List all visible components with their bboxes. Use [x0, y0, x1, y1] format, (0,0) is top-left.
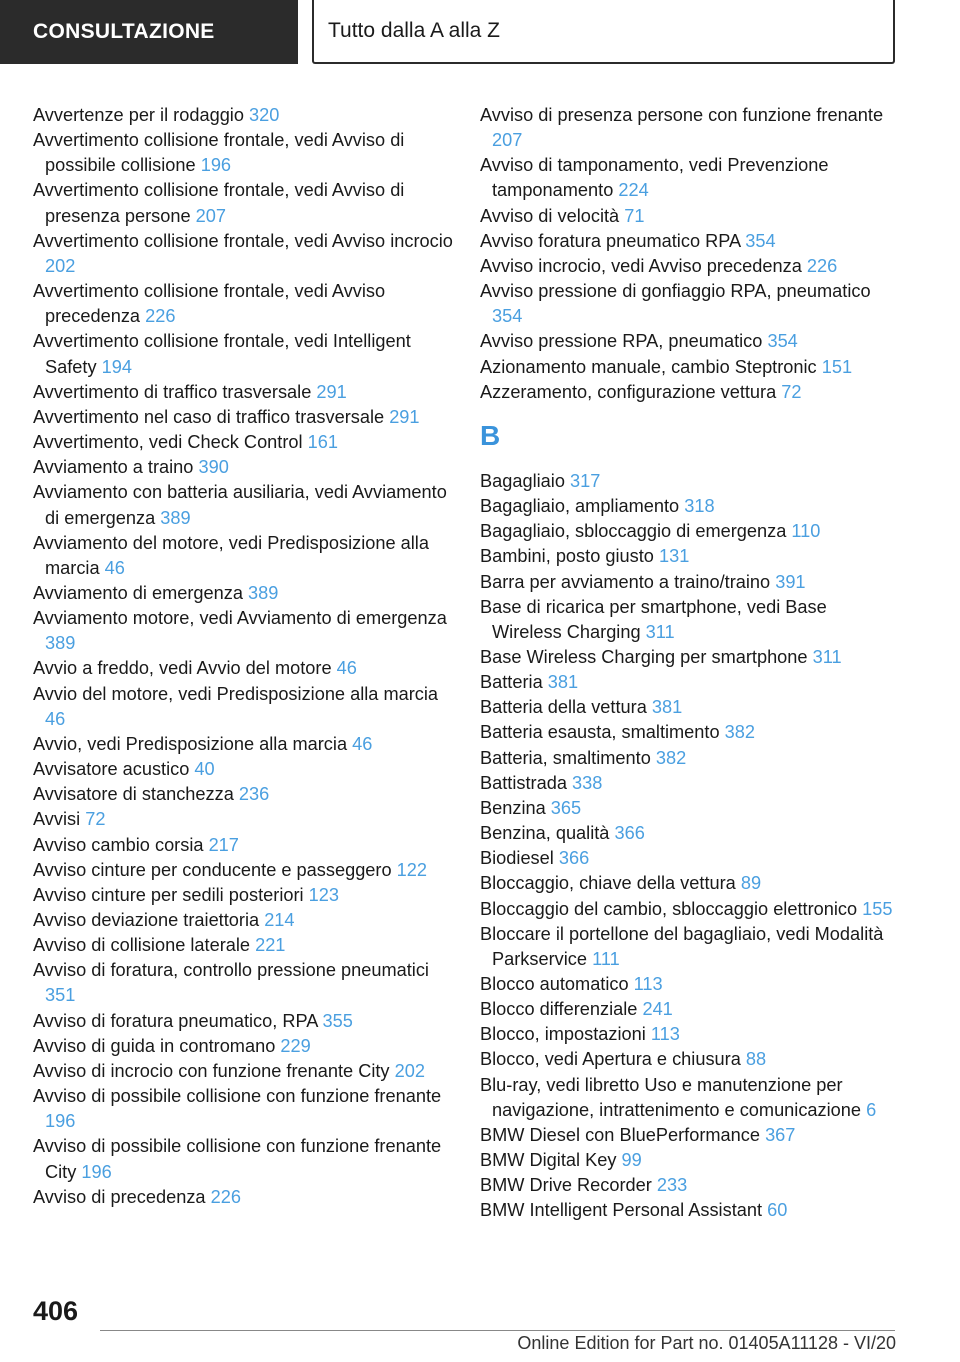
- entry-text: BMW Drive Recorder: [480, 1175, 652, 1196]
- index-entry: [33, 958, 453, 1008]
- page-link[interactable]: 46: [104, 557, 125, 578]
- index-entry: [33, 229, 453, 279]
- entry-text: Base di ricarica per smartphone, vedi Base Wireless Charging: [480, 596, 827, 642]
- page-link[interactable]: 110: [791, 521, 821, 542]
- index-entry: [33, 430, 453, 455]
- index-entry: [33, 757, 453, 782]
- index-entry: [480, 254, 900, 279]
- index-entry: [480, 746, 900, 771]
- page-link[interactable]: 71: [624, 205, 645, 226]
- index-entry: [480, 153, 900, 203]
- index-column-right: [480, 103, 900, 1224]
- index-entry: [480, 355, 900, 380]
- page-link[interactable]: 381: [651, 697, 683, 718]
- entry-text: BMW Digital Key: [480, 1150, 617, 1171]
- index-entry: [480, 1073, 900, 1123]
- entry-text: Avviso cambio corsia: [33, 834, 204, 855]
- index-entry: [480, 821, 900, 846]
- page-link[interactable]: 389: [160, 507, 191, 528]
- entry-text: Avvertimento collisione frontale, vedi Avviso precedenza: [33, 281, 386, 327]
- entry-text: Batteria esausta, smaltimento: [480, 722, 720, 743]
- page-link[interactable]: 207: [195, 205, 227, 226]
- entry-text: Avvertimento collisione frontale, vedi Avviso di presenza persone: [33, 180, 405, 226]
- entry-text: Avviso di incrocio con funzione frenante City: [33, 1060, 390, 1081]
- entry-text: Bambini, posto giusto: [480, 546, 654, 567]
- page-link[interactable]: 291: [389, 406, 420, 427]
- index-entry: [33, 581, 453, 606]
- entry-text: Avviamento del motore, vedi Predisposizione alla marcia: [33, 532, 429, 578]
- entry-text: Batteria: [480, 672, 543, 693]
- footer-divider: [100, 1330, 895, 1331]
- section-tab: CONSULTAZIONE: [0, 0, 298, 64]
- page-link[interactable]: 113: [633, 974, 663, 994]
- page-link[interactable]: 390: [198, 457, 229, 478]
- index-entry: [33, 682, 453, 732]
- page-link[interactable]: 226: [806, 255, 838, 276]
- entry-text: Avvisatore acustico: [33, 759, 190, 780]
- page-link[interactable]: 113: [650, 1024, 680, 1045]
- page-link[interactable]: 89: [740, 873, 762, 894]
- entry-text: Battistrada: [480, 772, 567, 793]
- page-link[interactable]: 161: [307, 432, 338, 453]
- index-entry: [480, 670, 900, 695]
- entry-text: Benzina: [480, 797, 546, 818]
- page-link[interactable]: 217: [208, 834, 239, 855]
- entry-text: Avvertenze per il rodaggio: [33, 105, 244, 125]
- entry-text: Blocco, vedi Apertura e chiusura: [480, 1049, 741, 1070]
- entry-text: Avvisatore di stanchezza: [33, 784, 234, 805]
- page-header: [0, 0, 960, 66]
- page-link[interactable]: 389: [45, 633, 76, 654]
- page-link[interactable]: 202: [45, 255, 76, 276]
- section-letter-b: B: [480, 419, 501, 451]
- page-link[interactable]: 318: [684, 496, 715, 517]
- index-entry: [480, 771, 900, 796]
- index-entry: [480, 645, 900, 670]
- page-link[interactable]: 317: [570, 470, 601, 491]
- page-link[interactable]: 123: [308, 884, 339, 905]
- entry-text: Avvertimento collisione frontale, vedi Intelligent Safety: [33, 331, 411, 377]
- page-link[interactable]: 226: [145, 306, 176, 327]
- page-link[interactable]: 291: [316, 381, 347, 402]
- page-link[interactable]: 60: [767, 1200, 788, 1221]
- page-link[interactable]: 320: [249, 105, 280, 125]
- index-entry: [480, 570, 900, 595]
- entry-text: Azzeramento, configurazione vettura: [480, 381, 777, 402]
- entry-text: Avviso pressione RPA, pneumatico: [480, 331, 763, 352]
- entry-text: Avviamento con batteria ausiliaria, vedi Avviamento di emergenza: [33, 482, 447, 528]
- entry-text: Avvio del motore, vedi Predisposizione alla marcia: [33, 683, 439, 704]
- page-link[interactable]: 355: [322, 1010, 353, 1031]
- index-entry: [480, 279, 900, 329]
- entry-text: Avviso di precedenza: [33, 1186, 206, 1207]
- index-entry: [33, 329, 453, 379]
- index-entry: [480, 519, 900, 544]
- entry-text: Blocco, impostazioni: [480, 1024, 646, 1045]
- entry-text: Bloccaggio, chiave della vettura: [480, 873, 736, 894]
- page-link[interactable]: 88: [745, 1049, 767, 1070]
- index-list-right-a: [480, 103, 900, 405]
- page-link[interactable]: 196: [45, 1111, 76, 1132]
- index-entry: [480, 544, 900, 569]
- page-link[interactable]: 226: [210, 1186, 241, 1207]
- page-link[interactable]: 122: [396, 859, 428, 880]
- index-entry: [480, 380, 900, 405]
- entry-text: Blocco differenziale: [480, 999, 638, 1020]
- entry-text: Avvertimento collisione frontale, vedi Avviso incrocio: [33, 230, 453, 251]
- page-link[interactable]: 72: [781, 381, 802, 402]
- entry-text: Avviso di foratura, controllo pressione pneumatici: [33, 960, 429, 981]
- entry-text: Avviso cinture per conducente e passeggero: [33, 859, 392, 880]
- entry-text: Avviso deviazione traiettoria: [33, 910, 260, 930]
- index-entry: [480, 103, 900, 153]
- index-entry: [33, 807, 453, 832]
- entry-text: Benzina, qualità: [480, 823, 610, 844]
- index-list-left: [33, 103, 453, 1210]
- index-entry: [33, 908, 453, 933]
- entry-text: Biodiesel: [480, 848, 554, 869]
- entry-text: Bagagliaio: [480, 470, 565, 491]
- page-number: 406: [33, 1296, 79, 1326]
- index-entry: [33, 1009, 453, 1034]
- index-entry: [480, 1173, 900, 1198]
- page-link[interactable]: 382: [724, 722, 756, 743]
- index-entry: [33, 128, 453, 178]
- index-entry: [33, 883, 453, 908]
- page-link[interactable]: 354: [492, 306, 523, 327]
- entry-text: Avviso incrocio, vedi Avviso precedenza: [480, 255, 802, 276]
- entry-text: Avvertimento nel caso di traffico trasversale: [33, 406, 385, 427]
- footer-edition: Online Edition for Part no. 01405A11128 - VI/20: [517, 1333, 896, 1353]
- page-link[interactable]: 224: [618, 180, 649, 201]
- entry-text: Avviamento a traino: [33, 457, 194, 478]
- index-entry: [480, 229, 900, 254]
- entry-text: Avviso di guida in contromano: [33, 1035, 276, 1056]
- index-entry: [33, 833, 453, 858]
- index-entry: [480, 494, 900, 519]
- page-link[interactable]: 381: [547, 672, 579, 693]
- index-entry: [33, 1034, 453, 1059]
- index-entry: [33, 1059, 453, 1084]
- index-entry: [33, 933, 453, 958]
- index-list-right-b: [480, 469, 900, 1224]
- index-entry: [480, 1198, 900, 1223]
- entry-text: Avvisi: [33, 809, 81, 830]
- page-link[interactable]: 196: [81, 1161, 112, 1182]
- index-entry: [33, 380, 453, 405]
- entry-text: BMW Diesel con BluePerformance: [480, 1124, 760, 1145]
- page-link[interactable]: 233: [656, 1175, 688, 1196]
- page-link[interactable]: 241: [642, 999, 673, 1020]
- index-entry: [33, 1084, 453, 1134]
- index-entry: [33, 858, 453, 883]
- entry-text: Avviso di collisione laterale: [33, 935, 251, 956]
- page-link[interactable]: 366: [558, 848, 590, 869]
- page-link[interactable]: 6: [866, 1099, 877, 1120]
- index-entry: [33, 279, 453, 329]
- page-link[interactable]: 99: [621, 1150, 642, 1171]
- page-link[interactable]: 40: [194, 759, 215, 780]
- entry-text: Azionamento manuale, cambio Steptronic: [480, 356, 817, 377]
- index-entry: [480, 997, 900, 1022]
- entry-text: Avvio, vedi Predisposizione alla marcia: [33, 733, 348, 754]
- index-entry: [480, 871, 900, 896]
- index-entry: [33, 531, 453, 581]
- entry-text: Bloccare il portellone del bagagliaio, vedi Modalità Parkservice: [480, 923, 884, 969]
- entry-text: Avviso di tamponamento, vedi Prevenzione tamponamento: [480, 155, 829, 201]
- index-entry: [480, 1047, 900, 1072]
- page-link[interactable]: 72: [85, 809, 106, 830]
- page-link[interactable]: 389: [248, 582, 279, 603]
- entry-text: Avvertimento di traffico trasversale: [33, 381, 312, 402]
- page-link[interactable]: 111: [592, 948, 620, 969]
- entry-text: Blocco automatico: [480, 974, 629, 994]
- page-link[interactable]: 354: [767, 331, 798, 352]
- page-link[interactable]: 131: [658, 546, 690, 567]
- index-entry: [33, 606, 453, 656]
- page-link[interactable]: 366: [614, 823, 645, 844]
- page-link[interactable]: 367: [765, 1124, 796, 1145]
- index-entry: [33, 480, 453, 530]
- page-link[interactable]: 202: [394, 1060, 425, 1081]
- index-entry: [480, 695, 900, 720]
- page-link[interactable]: 391: [775, 571, 806, 592]
- entry-text: Avvertimento, vedi Check Control: [33, 432, 303, 453]
- entry-text: Avvertimento collisione frontale, vedi Avviso di possibile collisione: [33, 130, 405, 176]
- index-entry: [33, 656, 453, 681]
- entry-text: Batteria della vettura: [480, 697, 647, 718]
- index-entry: [480, 469, 900, 494]
- page-link[interactable]: 194: [101, 356, 132, 377]
- page-link[interactable]: 207: [492, 130, 523, 151]
- index-entry: [33, 405, 453, 430]
- index-entry: [480, 796, 900, 821]
- index-entry: [480, 329, 900, 354]
- index-entry: [480, 720, 900, 745]
- index-entry: [480, 595, 900, 645]
- index-column-left: [33, 103, 453, 1210]
- page-link[interactable]: 46: [336, 658, 357, 679]
- index-entry: [480, 846, 900, 871]
- entry-text: Avviso foratura pneumatico RPA: [480, 230, 741, 251]
- page-link[interactable]: 311: [812, 646, 842, 667]
- page-link[interactable]: 151: [821, 356, 853, 377]
- entry-text: Barra per avviamento a traino/traino: [480, 571, 771, 592]
- page-link[interactable]: 382: [655, 747, 687, 768]
- page-link[interactable]: 155: [862, 898, 893, 919]
- entry-text: BMW Intelligent Personal Assistant: [480, 1200, 763, 1221]
- index-entry: [33, 732, 453, 757]
- entry-text: Bagagliaio, ampliamento: [480, 496, 680, 517]
- entry-text: Avviso di presenza persone con funzione frenante: [480, 105, 884, 125]
- page-link[interactable]: 46: [45, 708, 66, 729]
- topic-tab: Tutto dalla A alla Z: [312, 0, 895, 64]
- page-link[interactable]: 338: [572, 772, 603, 793]
- entry-text: Avviamento di emergenza: [33, 582, 243, 603]
- page-link[interactable]: 311: [645, 621, 675, 642]
- entry-text: Avviso cinture per sedili posteriori: [33, 884, 304, 905]
- index-entry: [480, 922, 900, 972]
- index-entry: [480, 897, 900, 922]
- index-entry: [33, 782, 453, 807]
- entry-text: Avviso di velocità: [480, 205, 620, 226]
- page-link[interactable]: 46: [352, 733, 373, 754]
- page-link[interactable]: 221: [255, 935, 286, 956]
- entry-text: Avvio a freddo, vedi Avvio del motore: [33, 658, 332, 679]
- page-link[interactable]: 365: [550, 797, 582, 818]
- page-link[interactable]: 229: [280, 1035, 311, 1056]
- index-entry: [33, 1185, 453, 1210]
- entry-text: Avviso di foratura pneumatico, RPA: [33, 1010, 318, 1031]
- entry-text: Avviso pressione di gonfiaggio RPA, pneumatico: [480, 281, 871, 302]
- index-entry: [480, 1123, 900, 1148]
- page-link[interactable]: 214: [264, 910, 295, 930]
- entry-text: Blu-ray, vedi libretto Uso e manutenzione per navigazione, intrattenimento e comunicazione: [480, 1074, 862, 1120]
- page-link[interactable]: 354: [745, 230, 776, 251]
- index-entry: [480, 204, 900, 229]
- index-entry: [33, 455, 453, 480]
- index-entry: [480, 972, 900, 997]
- entry-text: Avviamento motore, vedi Avviamento di emergenza: [33, 608, 447, 629]
- entry-text: Bagagliaio, sbloccaggio di emergenza: [480, 521, 787, 542]
- entry-text: Batteria, smaltimento: [480, 747, 651, 768]
- page-link[interactable]: 351: [45, 985, 76, 1006]
- entry-text: Avviso di possibile collisione con funzione frenante: [33, 1086, 442, 1107]
- entry-text: Bloccaggio del cambio, sbloccaggio elettronico: [480, 898, 858, 919]
- index-entry: [480, 1022, 900, 1047]
- entry-text: Avviso di possibile collisione con funzione frenante City: [33, 1136, 442, 1182]
- index-entry: [480, 1148, 900, 1173]
- page-link[interactable]: 236: [238, 784, 270, 805]
- entry-text: Base Wireless Charging per smartphone: [480, 646, 808, 667]
- page-link[interactable]: 196: [200, 155, 232, 176]
- index-entry: [33, 1134, 453, 1184]
- index-entry: [33, 103, 453, 128]
- index-entry: [33, 178, 453, 228]
